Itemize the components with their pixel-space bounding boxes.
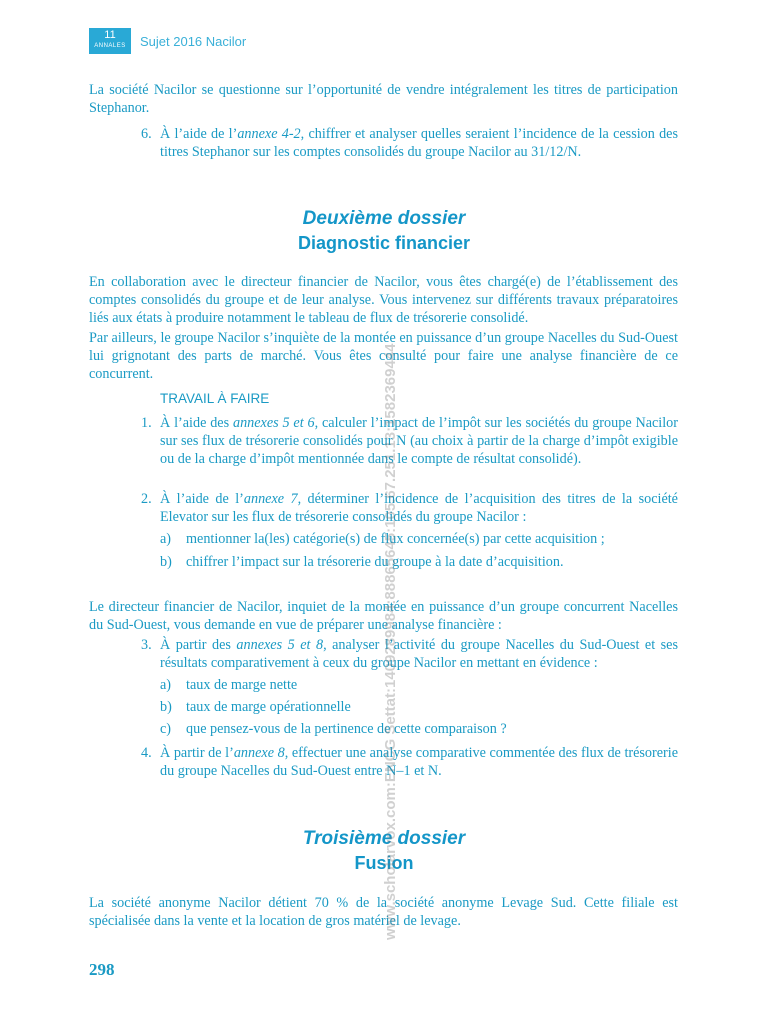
chapter-number: 11: [104, 29, 116, 41]
dossier-2-title: Deuxième dossier: [302, 208, 466, 229]
question-2a: a) mentionner la(les) catégorie(s) de flux concernée(s) par cette acquisition ;: [160, 531, 605, 547]
question-6: 6. À l’aide de l’annexe 4-2, chiffrer et analyser quelles seraient l’incidence de la cession des titres Stephanor sur les comptes consolidés du groupe Nacilor au 31/12/N.: [141, 126, 678, 160]
question-4-number: 4.: [141, 745, 152, 761]
dossier-2-paragraph-1: En collaboration avec le directeur financier de Nacilor, vous êtes chargé(e) de l’établissement des comptes consolidés du groupe et de leur analyse. Vous intervenez sur différents travaux préparatoires liés aux états à produire notamment le tableau de flux de trésorerie consolidé.: [89, 274, 678, 326]
intro-paragraph: La société Nacilor se questionne sur l’opportunité de vendre intégralement les titres de participation Stephanor.: [89, 82, 678, 116]
page-number: 298: [89, 960, 115, 979]
annex-ref: annexes 5 et 8: [236, 637, 324, 653]
running-header: Sujet 2016 Nacilor: [140, 34, 247, 49]
dossier-3-title: Troisième dossier: [302, 828, 466, 849]
dossier-2-paragraph-2: Par ailleurs, le groupe Nacilor s’inquiète de la montée en puissance d’un groupe Nacelles du Sud-Ouest lui grignotant des parts de marché. Vous êtes consulté pour faire une analyse financière de ce concurrent.: [89, 330, 678, 382]
annex-ref: annexe 4-2: [237, 126, 301, 142]
question-3c: c) que pensez-vous de la pertinence de cette comparaison ?: [160, 721, 507, 737]
chapter-label: ANNALES: [94, 43, 126, 49]
travail-heading: TRAVAIL À FAIRE: [160, 391, 270, 406]
question-6-number: 6.: [141, 126, 152, 142]
question-3a: a) taux de marge nette: [160, 677, 298, 693]
dossier-3-paragraph-1: La société anonyme Nacilor détient 70 % de la société anonyme Levage Sud. Cette filiale est spécialisée dans la vente et la location de gros matériel de levage.: [89, 895, 678, 929]
question-3b: b) taux de marge opérationnelle: [160, 699, 351, 715]
question-3-number: 3.: [141, 637, 152, 653]
question-1-number: 1.: [141, 415, 152, 431]
dossier-2-subtitle: Diagnostic financier: [297, 233, 471, 253]
watermark: www.scholarvox.com:ENCG Settat:1409289984:88865645:105.67.251.13:1582369444: [382, 343, 399, 940]
annex-ref: annexe 8: [233, 745, 285, 761]
dossier-2-heading: [0, 207, 768, 255]
chapter-badge: [89, 28, 131, 54]
question-2: 2. À l’aide de l’annexe 7, déterminer l’incidence de l’acquisition des titres de la société Elevator sur les flux de trésorerie consolidés du groupe Nacilor :: [141, 491, 678, 525]
annex-ref: annexe 7: [243, 491, 298, 507]
question-2b: b) chiffrer l’impact sur la trésorerie du groupe à la date d’acquisition.: [160, 554, 564, 570]
question-2-number: 2.: [141, 491, 152, 507]
annex-ref: annexes 5 et 6: [232, 415, 315, 431]
dossier-3-subtitle: Fusion: [354, 853, 414, 873]
dossier-2-paragraph-3: Le directeur financier de Nacilor, inquiet de la montée en puissance d’un groupe concurrent Nacelles du Sud-Ouest, vous demande en vue de préparer une analyse financière :: [89, 599, 678, 633]
question-1: 1. À l’aide des annexes 5 et 6, calculer l’impact de l’impôt sur les sociétés du groupe Nacilor sur ses flux de trésorerie consolidés pour N (au choix à partir de la charge d’impôt exigible ou de la charge d’impôt mentionnée dans le compte de résultat consolidé).: [141, 415, 678, 467]
question-4: 4. À partir de l’annexe 8, effectuer une analyse comparative commentée des flux de trésorerie du groupe Nacelles du Sud-Ouest entre N–1 et N.: [141, 745, 679, 779]
question-3: 3. À partir des annexes 5 et 8, analyser l’activité du groupe Nacelles du Sud-Ouest et ses résultats comparativement à ceux du groupe Nacilor en mettant en évidence :: [141, 637, 678, 671]
